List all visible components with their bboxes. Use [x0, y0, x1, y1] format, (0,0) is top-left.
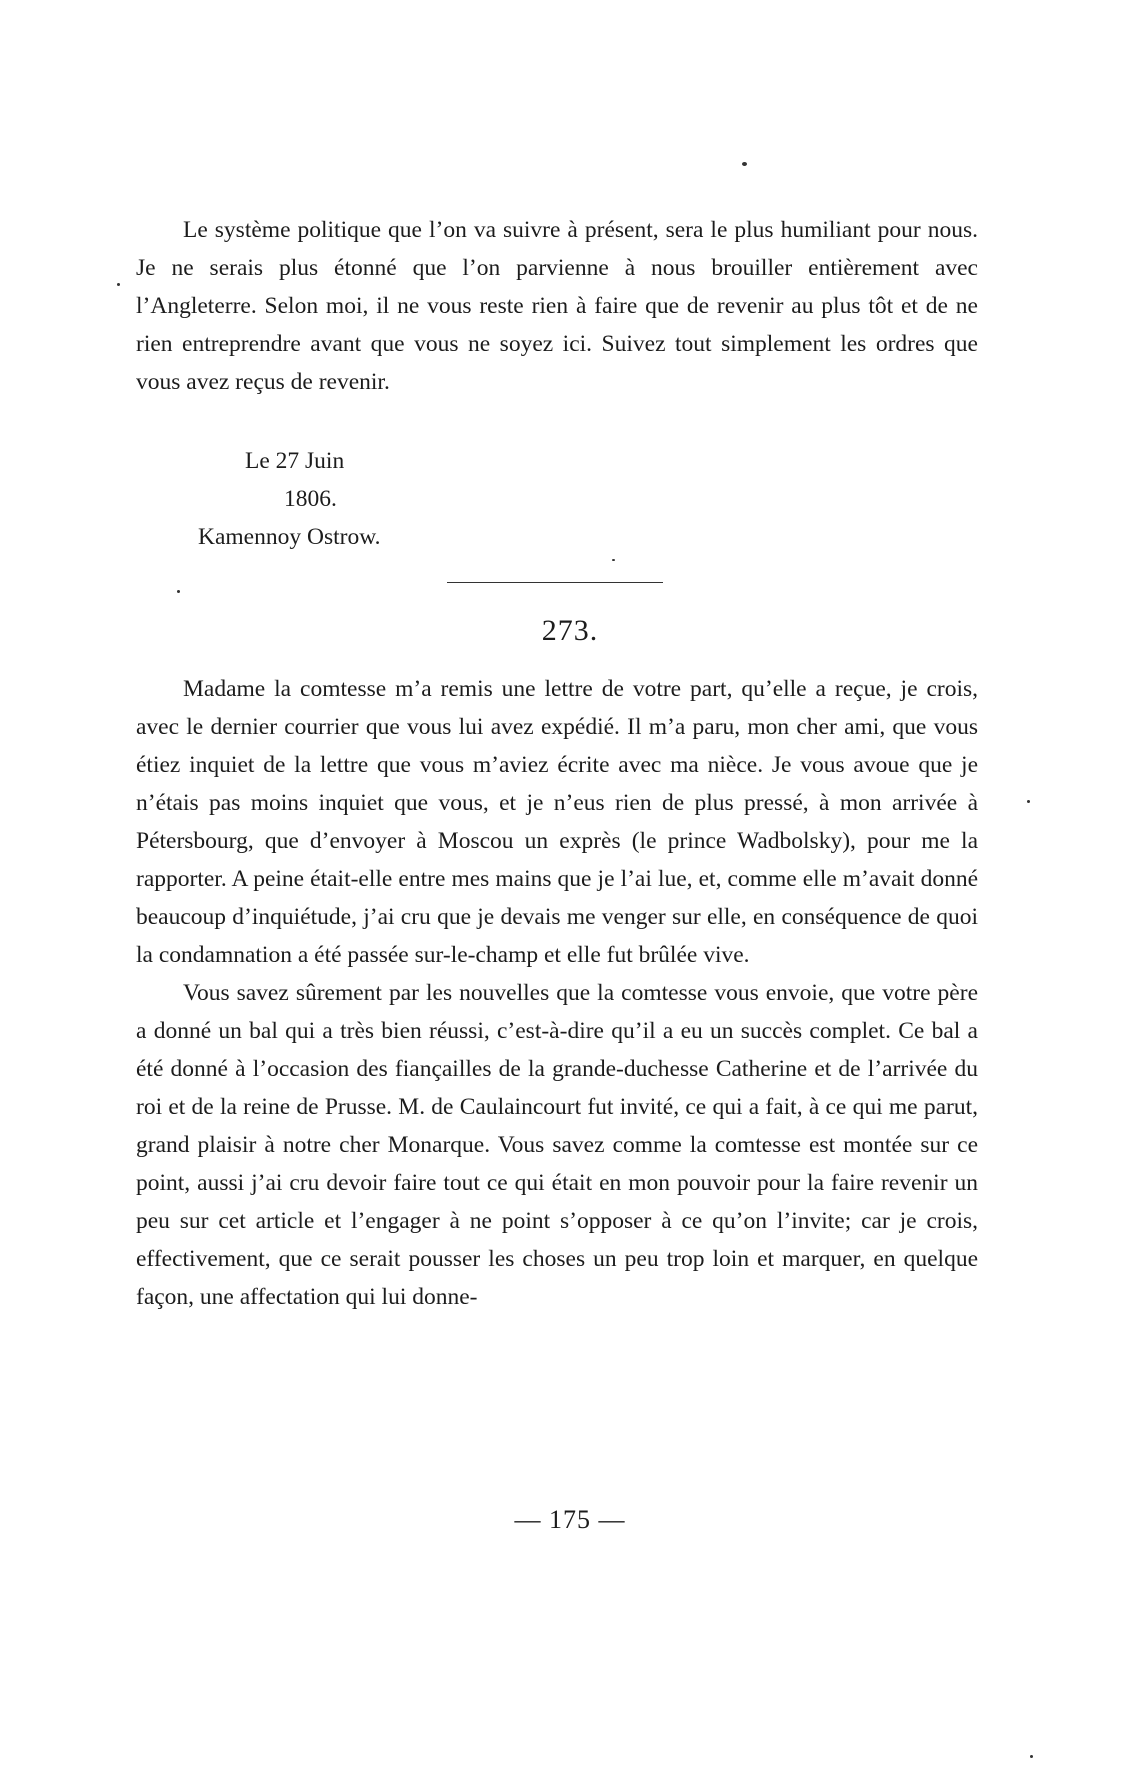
dateline-date: Le 27 Juin [245, 448, 345, 474]
ink-speck [117, 283, 120, 286]
ink-speck [742, 162, 747, 166]
letter-paragraph-1: Madame la comtesse m’a remis une lettre de votre part, qu’elle a reçue, je crois, avec le dernier courrier que vous lui avez expédié. Il m’a paru, mon cher ami, que vous étiez inquiet de la lettre que vous m’aviez écrite avec ma nièce. Je vous avoue que je n’étais pas moins inquiet que vous, et je n’eus rien de plus pressé, à mon arrivée à Pétersbourg, que d’envoyer à Moscou un exprès (le prince Wadbolsky), pour me la rapporter. A peine était-elle entre mes mains que je l’ai lue, et, comme elle m’avait donné beaucoup d’inquiétude, j’ai cru que je devais me venger sur elle, en conséquence de quoi la condamnation a été passée sur-le-champ et elle fut brûlée vive. [136, 676, 978, 968]
continuation-text [136, 211, 978, 401]
ink-speck [1027, 800, 1030, 803]
letter-body [136, 670, 978, 1316]
continuation-paragraph: Le système politique que l’on va suivre à présent, sera le plus humiliant pour nous. Je ne serais plus étonné que l’on parvienne à nous brouiller entièrement avec l’Angleterre. Selon moi, il ne vous reste rien à faire que de revenir au plus tôt et de ne rien entreprendre avant que vous ne soyez ici. Suivez tout simplement les ordres que vous avez reçus de revenir. [136, 217, 978, 395]
ink-speck [612, 559, 615, 561]
ink-speck [1030, 1755, 1033, 1758]
ink-speck [177, 590, 180, 593]
dateline-place: Kamennoy Ostrow. [198, 524, 381, 550]
section-divider [447, 582, 663, 583]
dateline-year: 1806. [284, 486, 337, 512]
page-number: — 175 — [514, 1505, 626, 1534]
letter-paragraph-2: Vous savez sûrement par les nouvelles que la comtesse vous envoie, que votre père a donné un bal qui a très bien réussi, c’est-à-dire qu’il a eu un succès complet. Ce bal a été donné à l’occasion des fiançailles de la grande-duchesse Catherine et de l’arrivée du roi et de la reine de Prusse. M. de Caulaincourt fut invité, ce qui a fait, à ce qui me parut, grand plaisir à notre cher Monarque. Vous savez comme la comtesse est montée sur ce point, aussi j’ai cru devoir faire tout ce qui était en mon pouvoir pour la faire revenir un peu sur cet article et l’engager à ne point s’opposer à ce qu’on l’invite; car je crois, effectivement, que ce serait pousser les choses un peu trop loin et marquer, en quelque façon, une affectation qui lui donne- [136, 980, 978, 1310]
letter-number: 273. [541, 614, 599, 647]
